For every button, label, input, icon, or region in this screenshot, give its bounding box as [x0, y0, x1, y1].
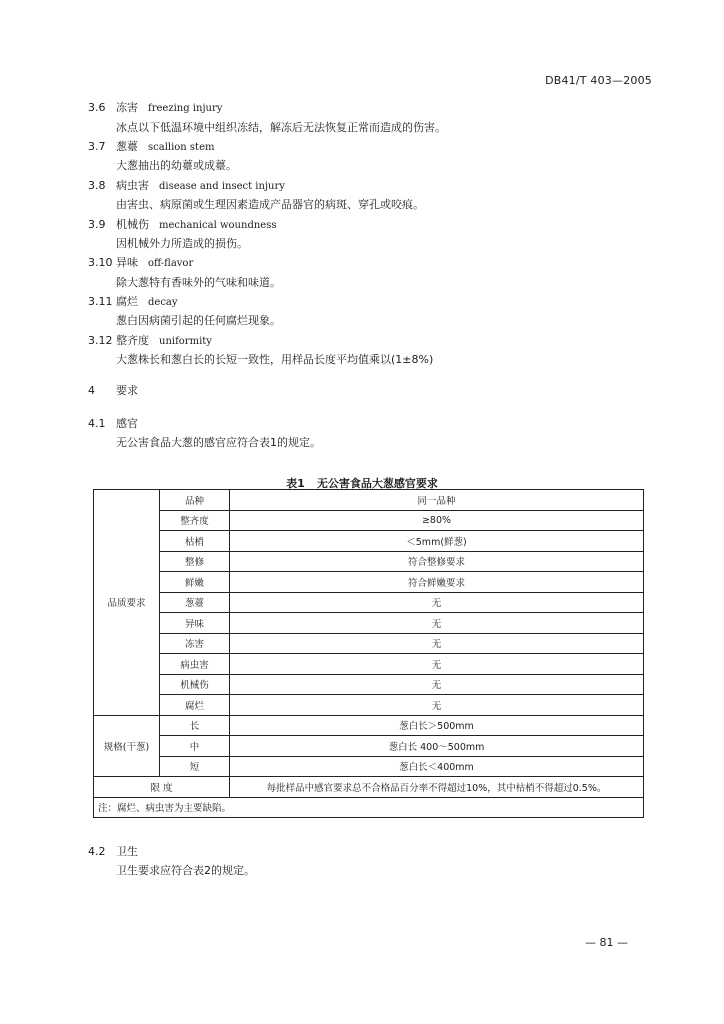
limit-text: 每批样品中感官要求总不合格品百分率不得超过10%，其中枯梢不得超过0.5%。	[230, 777, 644, 798]
term-heading	[88, 293, 178, 309]
table-note: 注：腐烂、病虫害为主要缺陷。	[94, 797, 644, 817]
term-zh: 冻害	[116, 101, 138, 114]
requirement-cell: 无	[230, 674, 644, 695]
term-number: 3.6	[88, 101, 106, 114]
requirement-cell: 葱白长＞500mm	[230, 715, 644, 736]
term-heading	[88, 99, 222, 115]
table-label: 表1	[286, 477, 305, 490]
term-en: off-flavor	[148, 258, 194, 269]
item-cell: 中	[160, 736, 230, 757]
requirement-cell: 葱白长 400～500mm	[230, 736, 644, 757]
item-cell: 腐烂	[160, 695, 230, 716]
term-en: mechanical woundness	[159, 220, 277, 231]
table-row	[94, 633, 644, 654]
item-cell: 机械伤	[160, 674, 230, 695]
table-title: 无公害食品大葱感官要求	[316, 477, 438, 490]
section-title: 要求	[116, 384, 138, 397]
term-en: freezing injury	[148, 103, 223, 114]
section-number: 4	[88, 384, 95, 397]
section-title: 感官	[116, 417, 138, 430]
term-definition: 因机械外力所造成的损伤。	[116, 237, 248, 250]
requirement-cell: 无	[230, 695, 644, 716]
term-definition: 大葱株长和葱白长的长短一致性，用样品长度平均值乘以(1±8%)	[116, 353, 434, 366]
requirement-cell: ＜5mm(鲜葱)	[230, 531, 644, 552]
item-cell: 鲜嫩	[160, 572, 230, 593]
subsection-heading	[88, 415, 138, 431]
term-en: scallion stem	[148, 142, 215, 153]
requirement-cell: 葱白长＜400mm	[230, 756, 644, 777]
table-row	[94, 551, 644, 572]
term-heading	[88, 177, 285, 193]
section-heading	[88, 382, 138, 398]
term-zh: 整齐度	[116, 334, 149, 347]
item-cell: 整修	[160, 551, 230, 572]
term-number: 3.12	[88, 334, 113, 347]
table-row	[94, 674, 644, 695]
table-row	[94, 592, 644, 613]
requirement-cell: ≥80%	[230, 510, 644, 531]
item-cell: 短	[160, 756, 230, 777]
section-text: 卫生要求应符合表2的规定。	[116, 864, 255, 877]
term-heading	[88, 254, 193, 270]
term-definition: 除大葱特有香味外的气味和味道。	[116, 276, 281, 289]
requirement-cell: 无	[230, 613, 644, 634]
term-zh: 机械伤	[116, 218, 149, 231]
term-zh: 异味	[116, 256, 138, 269]
term-definition: 冰点以下低温环境中组织冻结，解冻后无法恢复正常而造成的伤害。	[116, 121, 446, 134]
term-en: decay	[148, 297, 178, 308]
table-row	[94, 715, 644, 736]
requirement-cell: 无	[230, 654, 644, 675]
term-number: 3.11	[88, 295, 113, 308]
table-row	[94, 572, 644, 593]
sensory-table	[93, 489, 644, 818]
limit-label: 限 度	[94, 777, 230, 798]
table-row	[94, 654, 644, 675]
table-row	[94, 613, 644, 634]
term-en: disease and insect injury	[159, 181, 285, 192]
section-number: 4.1	[88, 417, 106, 430]
requirement-cell: 同一品种	[230, 490, 644, 511]
term-heading	[88, 332, 212, 348]
term-number: 3.8	[88, 179, 106, 192]
requirement-cell: 符合整修要求	[230, 551, 644, 572]
document-id: DB41/T 403—2005	[545, 74, 652, 87]
requirement-cell: 符合鲜嫩要求	[230, 572, 644, 593]
term-heading	[88, 138, 214, 154]
item-cell: 病虫害	[160, 654, 230, 675]
table-row-note	[94, 797, 644, 817]
requirement-cell: 无	[230, 592, 644, 613]
section-text: 无公害食品大葱的感官应符合表1的规定。	[116, 436, 321, 449]
term-definition: 大葱抽出的幼薹或成薹。	[116, 159, 237, 172]
term-en: uniformity	[159, 336, 212, 347]
table-row	[94, 510, 644, 531]
term-definition: 葱白因病菌引起的任何腐烂现象。	[116, 314, 281, 327]
table-row	[94, 531, 644, 552]
item-cell: 整齐度	[160, 510, 230, 531]
table-row	[94, 695, 644, 716]
term-number: 3.7	[88, 140, 106, 153]
item-cell: 葱薹	[160, 592, 230, 613]
term-zh: 病虫害	[116, 179, 149, 192]
table-row	[94, 736, 644, 757]
item-cell: 冻害	[160, 633, 230, 654]
term-definition: 由害虫、病原菌或生理因素造成产品器官的病斑、穿孔或咬痕。	[116, 198, 424, 211]
table-row	[94, 490, 644, 511]
table-row	[94, 756, 644, 777]
subsection-heading	[88, 843, 138, 859]
item-cell: 品种	[160, 490, 230, 511]
term-heading	[88, 216, 276, 232]
section-title: 卫生	[116, 845, 138, 858]
group-label: 品质要求	[94, 490, 160, 716]
term-number: 3.10	[88, 256, 113, 269]
item-cell: 异味	[160, 613, 230, 634]
term-zh: 葱薹	[116, 140, 138, 153]
group-label: 规格(干葱)	[94, 715, 160, 777]
requirement-cell: 无	[230, 633, 644, 654]
page-number: — 81 —	[585, 936, 628, 949]
item-cell: 长	[160, 715, 230, 736]
term-number: 3.9	[88, 218, 106, 231]
term-zh: 腐烂	[116, 295, 138, 308]
section-number: 4.2	[88, 845, 106, 858]
item-cell: 枯梢	[160, 531, 230, 552]
table-row-limit	[94, 777, 644, 798]
